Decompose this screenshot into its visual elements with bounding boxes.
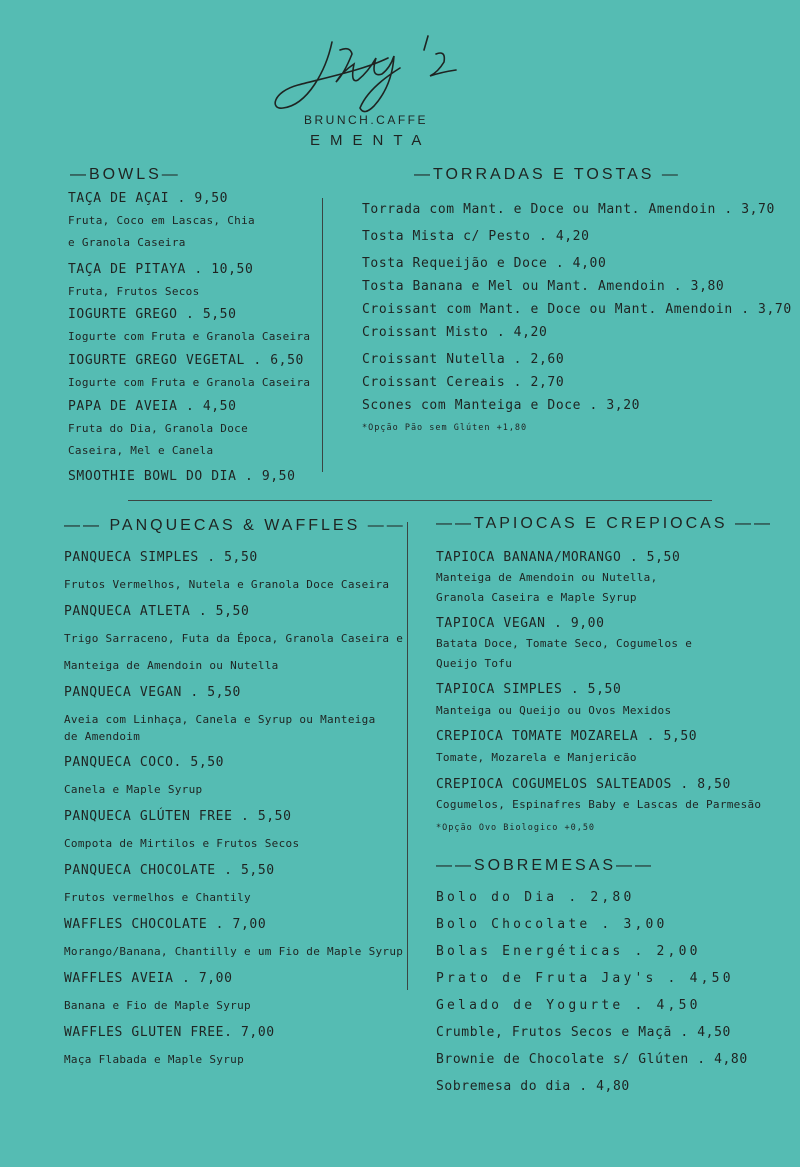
menu-item: Croissant com Mant. e Doce ou Mant. Amendoin . 3,70	[362, 302, 792, 317]
logo-script	[268, 30, 468, 115]
menu-item: TAPIOCA VEGAN . 9,00	[436, 616, 605, 631]
item-description: Maça Flabada e Maple Syrup	[64, 1053, 244, 1066]
item-description: Manteiga de Amendoin ou Nutella,	[436, 571, 658, 584]
menu-item: IOGURTE GREGO . 5,50	[68, 307, 237, 322]
menu-item: TAÇA DE PITAYA . 10,50	[68, 262, 254, 277]
menu-subtitle: EMENTA	[310, 132, 432, 149]
menu-item: CREPIOCA COGUMELOS SALTEADOS . 8,50	[436, 777, 731, 792]
menu-item: Scones com Manteiga e Doce . 3,20	[362, 398, 641, 413]
item-description: Trigo Sarraceno, Futa da Época, Granola Caseira e	[64, 632, 404, 645]
torradas-heading: —TORRADAS E TOSTAS —	[414, 166, 681, 183]
item-description: Fruta, Frutos Secos	[68, 285, 200, 298]
menu-item: PANQUECA CHOCOLATE . 5,50	[64, 863, 275, 878]
menu-item: PANQUECA VEGAN . 5,50	[64, 685, 241, 700]
menu-item: IOGURTE GREGO VEGETAL . 6,50	[68, 353, 304, 368]
menu-item: PANQUECA ATLETA . 5,50	[64, 604, 250, 619]
menu-item: WAFFLES CHOCOLATE . 7,00	[64, 917, 267, 932]
item-description: Fruta do Dia, Granola Doce	[68, 422, 248, 435]
item-description: Manteiga de Amendoin ou Nutella	[64, 659, 279, 672]
item-description: Caseira, Mel e Canela	[68, 444, 214, 457]
item-description: Batata Doce, Tomate Seco, Cogumelos e	[436, 637, 693, 650]
menu-item: Prato de Fruta Jay's . 4,50	[436, 971, 734, 986]
item-description: Tomate, Mozarela e Manjericão	[436, 751, 637, 764]
divider-top-vertical	[322, 198, 323, 472]
menu-item: Croissant Misto . 4,20	[362, 325, 548, 340]
menu-item: PANQUECA COCO. 5,50	[64, 755, 225, 770]
menu-item: Gelado de Yogurte . 4,50	[436, 998, 701, 1013]
item-description: Granola Caseira e Maple Syrup	[436, 591, 637, 604]
menu-item: Tosta Banana e Mel ou Mant. Amendoin . 3,80	[362, 279, 725, 294]
item-description: Fruta, Coco em Lascas, Chia	[68, 214, 255, 227]
item-description: Banana e Fio de Maple Syrup	[64, 999, 251, 1012]
bowls-heading: —BOWLS—	[70, 166, 181, 183]
brand-tagline: BRUNCH.CAFFE	[304, 113, 429, 127]
menu-item: Sobremesa do dia . 4,80	[436, 1079, 630, 1094]
divider-horizontal	[128, 500, 712, 501]
item-description: Iogurte com Fruta e Granola Caseira	[68, 376, 311, 389]
item-description: Frutos Vermelhos, Nutela e Granola Doce Caseira	[64, 578, 390, 591]
menu-item: Croissant Cereais . 2,70	[362, 375, 565, 390]
menu-item: Torrada com Mant. e Doce ou Mant. Amendoin . 3,70	[362, 202, 775, 217]
panquecas-heading: —— PANQUECAS & WAFFLES ——	[64, 517, 406, 534]
item-description: Cogumelos, Espinafres Baby e Lascas de Parmesão	[436, 798, 762, 811]
menu-item: CREPIOCA TOMATE MOZARELA . 5,50	[436, 729, 698, 744]
item-description: e Granola Caseira	[68, 236, 186, 249]
menu-item: Croissant Nutella . 2,60	[362, 352, 565, 367]
item-description: Frutos vermelhos e Chantily	[64, 891, 251, 904]
menu-item: PANQUECA SIMPLES . 5,50	[64, 550, 258, 565]
tapiocas-heading: ——TAPIOCAS E CREPIOCAS ——	[436, 515, 773, 532]
option-note: *Opção Ovo Biologico +0,50	[436, 823, 596, 833]
item-description: de Amendoim	[64, 730, 141, 743]
menu-item: WAFFLES AVEIA . 7,00	[64, 971, 233, 986]
menu-item: WAFFLES GLUTEN FREE. 7,00	[64, 1025, 275, 1040]
menu-item: Crumble, Frutos Secos e Maçã . 4,50	[436, 1025, 731, 1040]
menu-item: TAPIOCA SIMPLES . 5,50	[436, 682, 622, 697]
menu-item: PANQUECA GLÚTEN FREE . 5,50	[64, 809, 292, 824]
item-description: Iogurte com Fruta e Granola Caseira	[68, 330, 311, 343]
item-description: Compota de Mirtilos e Frutos Secos	[64, 837, 300, 850]
menu-item: Tosta Requeijão e Doce . 4,00	[362, 256, 607, 271]
option-note: *Opção Pão sem Glúten +1,80	[362, 423, 528, 433]
menu-item: TAPIOCA BANANA/MORANGO . 5,50	[436, 550, 681, 565]
menu-item: SMOOTHIE BOWL DO DIA . 9,50	[68, 469, 296, 484]
menu-item: Tosta Mista c/ Pesto . 4,20	[362, 229, 590, 244]
item-description: Canela e Maple Syrup	[64, 783, 203, 796]
menu-item: TAÇA DE AÇAI . 9,50	[68, 191, 229, 206]
item-description: Manteiga ou Queijo ou Ovos Mexidos	[436, 704, 672, 717]
item-description: Queijo Tofu	[436, 657, 513, 670]
divider-bottom-vertical	[407, 522, 408, 990]
menu-item: Bolo Chocolate . 3,00	[436, 917, 668, 932]
menu-item: Brownie de Chocolate s/ Glúten . 4,80	[436, 1052, 748, 1067]
item-description: Aveia com Linhaça, Canela e Syrup ou Manteiga	[64, 713, 376, 726]
menu-item: Bolo do Dia . 2,80	[436, 890, 635, 905]
menu-item: PAPA DE AVEIA . 4,50	[68, 399, 237, 414]
item-description: Morango/Banana, Chantilly e um Fio de Maple Syrup	[64, 945, 404, 958]
menu-item: Bolas Energéticas . 2,00	[436, 944, 701, 959]
sobremesas-heading: ——SOBREMESAS——	[436, 857, 655, 874]
